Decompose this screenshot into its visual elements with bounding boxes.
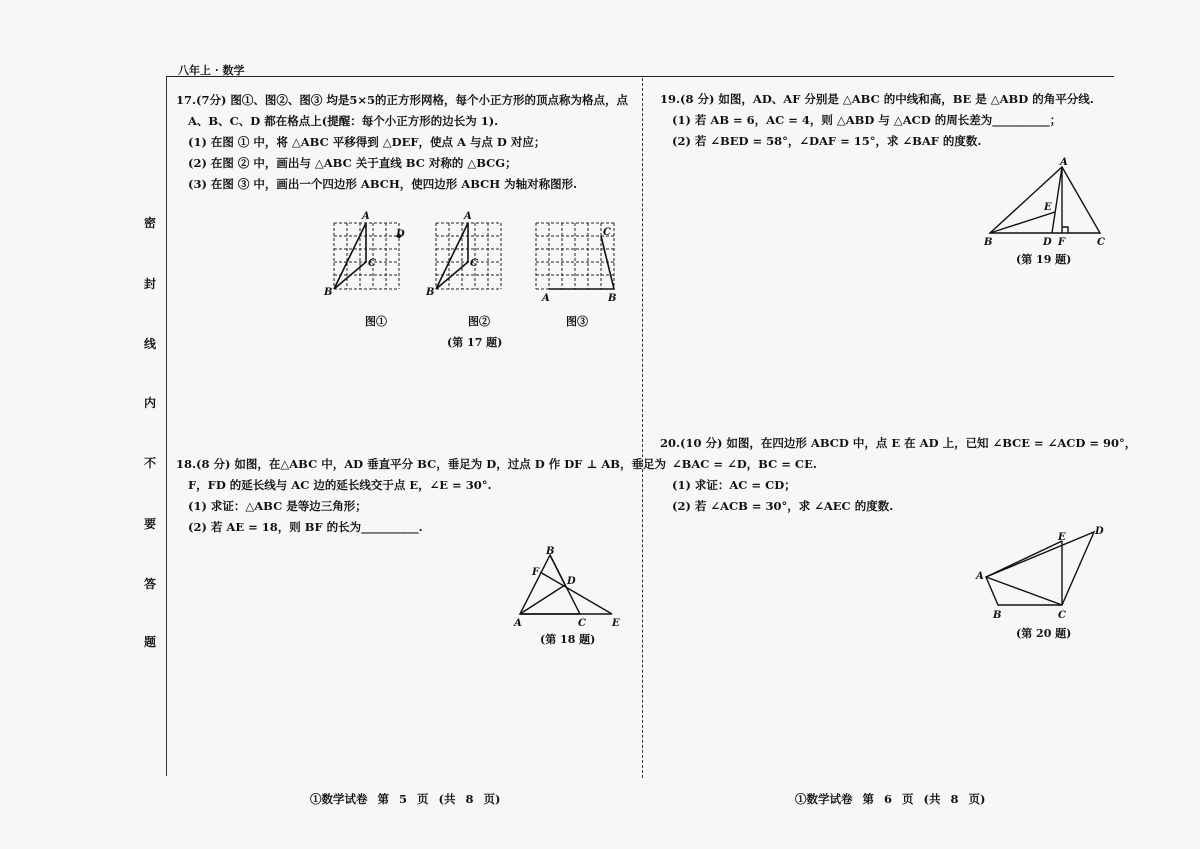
label-E: E: [1058, 532, 1066, 543]
label-C: C: [1058, 610, 1066, 621]
q20-line: (1) 求证：AC = CD；: [672, 478, 796, 492]
header-rule: [166, 76, 1114, 77]
page-header: 八年上 · 数学: [178, 64, 245, 77]
label-C: C: [470, 258, 478, 269]
footer-right: ①数学试卷 第 6 页 (共 8 页): [795, 792, 986, 806]
grid-2-label: 图②: [468, 315, 490, 328]
q20-line: ∠BAC = ∠D，BC = CE.: [672, 457, 817, 471]
label-D: D: [1095, 526, 1104, 537]
q17-line: (1) 在图 ① 中，将 △ABC 平移得到 △DEF，使点 A 与点 D 对应；: [188, 135, 546, 149]
label-A: A: [542, 293, 550, 304]
grid-3-label: 图③: [566, 315, 588, 328]
seal-char: 答: [144, 577, 157, 591]
label-B: B: [546, 546, 555, 557]
label-C: C: [578, 618, 586, 629]
q17-line: 17.(7分) 图①、图②、图③ 均是5×5的正方形网格，每个小正方形的顶点称为格点，点: [176, 93, 629, 107]
q18-figure: [510, 545, 630, 630]
seal-char: 内: [144, 396, 157, 410]
label-B: B: [426, 287, 435, 298]
label-E: E: [612, 618, 620, 629]
q20-line: (2) 若 ∠ACB = 30°，求 ∠AEC 的度数.: [672, 499, 894, 513]
question-19: [660, 89, 1094, 152]
label-D: D: [396, 229, 405, 240]
label-B: B: [324, 287, 333, 298]
grid-figure-3: [522, 205, 627, 315]
q19-line: (1) 若 AB = 6，AC = 4，则 △ABD 与 △ACD 的周长差为__________；: [672, 113, 1062, 127]
label-D: D: [567, 576, 576, 587]
seal-char: 题: [144, 635, 157, 649]
label-F: F: [1058, 237, 1066, 248]
page-divider: [642, 78, 643, 778]
seal-char: 封: [144, 277, 157, 291]
binding-line: [166, 76, 167, 776]
label-C: C: [368, 258, 376, 269]
seal-char: 不: [144, 456, 157, 470]
footer-left: ①数学试卷 第 5 页 (共 8 页): [310, 792, 501, 806]
grid-figure-1: [320, 205, 420, 315]
label-B: B: [984, 237, 993, 248]
q18-line: F，FD 的延长线与 AC 边的延长线交于点 E，∠E = 30°.: [188, 478, 492, 492]
label-A: A: [976, 571, 984, 582]
q17-line: (2) 在图 ② 中，画出与 △ABC 关于直线 BC 对称的 △BCG；: [188, 156, 517, 170]
label-A: A: [464, 211, 472, 222]
label-C: C: [603, 227, 611, 238]
q20-line: 20.(10 分) 如图，在四边形 ABCD 中，点 E 在 AD 上，已知 ∠BCE = ∠ACD = 90°，: [660, 436, 1137, 450]
seal-char: 线: [144, 337, 157, 351]
q17-line: A、B、C、D 都在格点上(提醒：每个小正方形的边长为 1).: [188, 114, 499, 128]
label-C: C: [1097, 237, 1105, 248]
question-18: [176, 454, 666, 538]
q18-caption: (第 18 题): [540, 633, 596, 646]
question-17: [176, 90, 628, 195]
q18-line: (1) 求证：△ABC 是等边三角形；: [188, 499, 367, 513]
q17-line: (3) 在图 ③ 中，画出一个四边形 ABCH，使四边形 ABCH 为轴对称图形.: [188, 177, 578, 191]
q19-line: (2) 若 ∠BED = 58°，∠DAF = 15°，求 ∠BAF 的度数.: [672, 134, 982, 148]
q19-figure: [980, 155, 1110, 250]
grid-figure-2: [422, 205, 522, 315]
label-B: B: [608, 293, 617, 304]
label-A: A: [514, 618, 522, 629]
q18-line: 18.(8 分) 如图，在△ABC 中，AD 垂直平分 BC，垂足为 D，过点 D 作 DF ⊥ AB，垂足为: [176, 457, 667, 471]
q20-figure: [978, 522, 1113, 622]
q20-caption: (第 20 题): [1016, 627, 1072, 640]
q19-line: 19.(8 分) 如图，AD、AF 分别是 △ABC 的中线和高，BE 是 △ABD 的角平分线.: [660, 92, 1094, 106]
seal-char: 密: [144, 216, 157, 230]
label-E: E: [1044, 202, 1052, 213]
label-F: F: [532, 567, 540, 578]
q18-line: (2) 若 AE = 18，则 BF 的长为__________.: [188, 520, 423, 534]
seal-char: 要: [144, 517, 157, 531]
label-A: A: [1060, 157, 1068, 168]
question-20: [660, 433, 1136, 517]
q19-caption: (第 19 题): [1016, 253, 1072, 266]
grid-1-label: 图①: [365, 315, 387, 328]
q17-caption: (第 17 题): [447, 336, 503, 349]
label-A: A: [362, 211, 370, 222]
label-B: B: [993, 610, 1002, 621]
label-D: D: [1043, 237, 1052, 248]
